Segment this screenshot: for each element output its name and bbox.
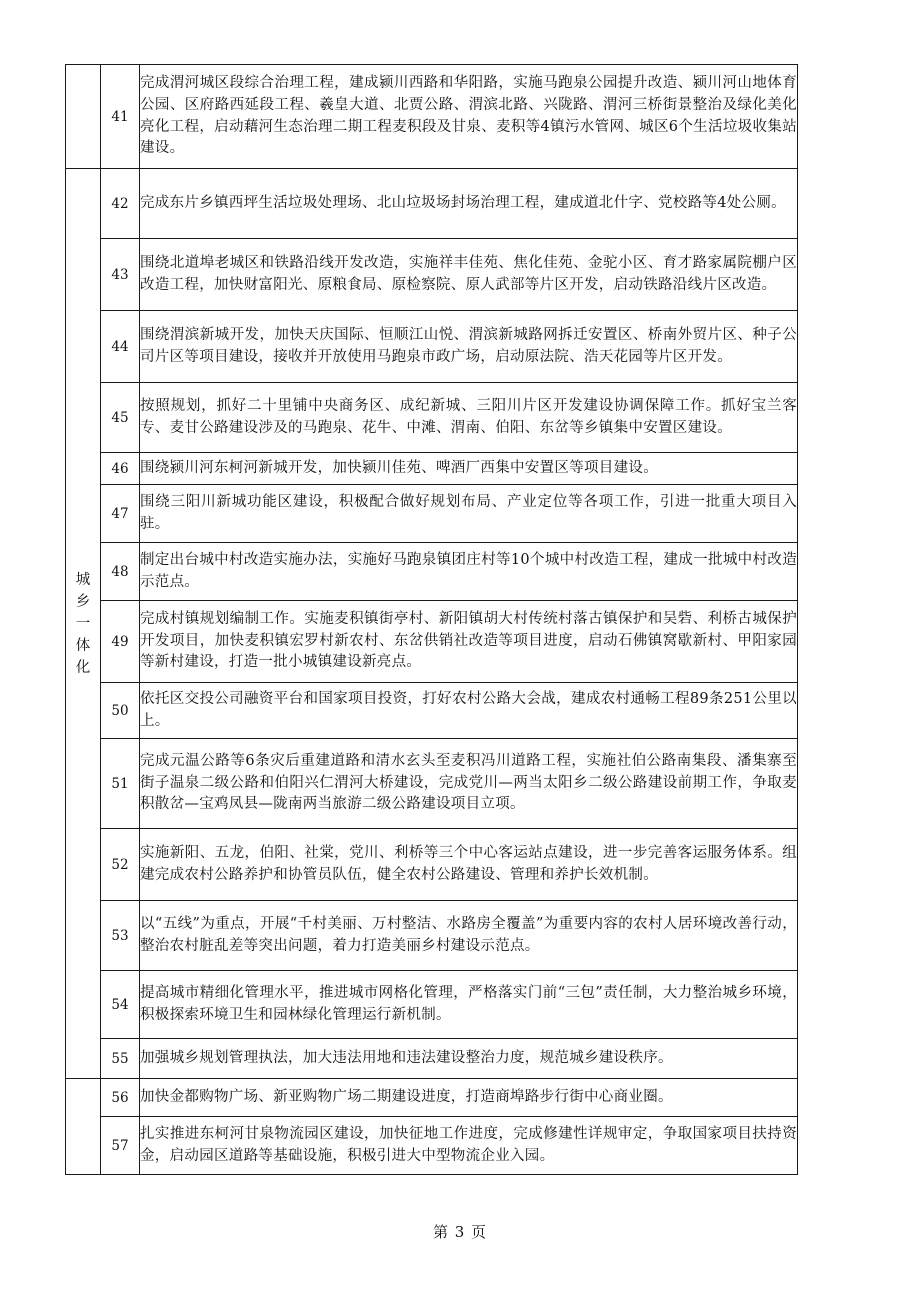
table-row — [66, 65, 798, 169]
table-row — [66, 601, 798, 683]
item-number: 54 — [101, 971, 140, 1039]
item-description: 围绕北道埠老城区和铁路沿线开发改造，实施祥丰佳苑、焦化佳苑、金驼小区、育才路家属院棚户区改造工程，加快财富阳光、原粮食局、原检察院、原人武部等片区开发，启动铁路沿线片区改造。 — [140, 239, 798, 311]
table-row — [66, 971, 798, 1039]
item-number: 47 — [101, 485, 140, 543]
category-cell — [66, 169, 101, 1079]
item-description: 完成东片乡镇西坪生活垃圾处理场、北山垃圾场封场治理工程，建成道北什字、党校路等4处公厕。 — [140, 169, 798, 239]
category-cell-previous — [66, 65, 101, 169]
table-row — [66, 1117, 798, 1175]
item-description: 制定出台城中村改造实施办法，实施好马跑泉镇团庄村等10个城中村改造工程，建成一批城中村改造示范点。 — [140, 543, 798, 601]
item-description: 实施新阳、五龙，伯阳、社棠，党川、利桥等三个中心客运站点建设，进一步完善客运服务体系。组建完成农村公路养护和协管员队伍，健全农村公路建设、管理和养护长效机制。 — [140, 829, 798, 901]
table-row — [66, 453, 798, 485]
table-row — [66, 383, 798, 453]
table-body — [66, 65, 798, 1175]
item-description: 完成元温公路等6条灾后重建道路和清水玄头至麦积冯川道路工程，实施社伯公路南集段、潘集寨至街子温泉二级公路和伯阳兴仁渭河大桥建设，完成党川—两当太阳乡二级公路建设前期工作，争取麦积散岔—宝鸡凤县—陇南两当旅游二级公路建设项目立项。 — [140, 739, 798, 829]
item-number: 45 — [101, 383, 140, 453]
table-row — [66, 829, 798, 901]
item-number: 51 — [101, 739, 140, 829]
item-description: 围绕颍川河东柯河新城开发，加快颍川佳苑、啤酒厂西集中安置区等项目建设。 — [140, 453, 798, 485]
category-cell-next — [66, 1079, 101, 1175]
table-row — [66, 485, 798, 543]
item-description: 完成渭河城区段综合治理工程，建成颍川西路和华阳路，实施马跑泉公园提升改造、颍川河山地体育公园、区府路西延段工程、羲皇大道、北贾公路、渭滨北路、兴陇路、渭河三桥街景整治及绿化美化亮化工程，启动藉河生态治理二期工程麦积段及甘泉、麦积等4镇污水管网、城区6个生活垃圾收集站建设。 — [140, 65, 798, 169]
table-row — [66, 683, 798, 739]
category-label: 城乡一体化 — [75, 571, 91, 676]
table-row — [66, 169, 798, 239]
table-row — [66, 1079, 798, 1117]
table-row — [66, 239, 798, 311]
table-row — [66, 543, 798, 601]
item-description: 按照规划，抓好二十里铺中央商务区、成纪新城、三阳川片区开发建设协调保障工作。抓好宝兰客专、麦甘公路建设涉及的马跑泉、花牛、中滩、渭南、伯阳、东岔等乡镇集中安置区建设。 — [140, 383, 798, 453]
item-number: 41 — [101, 65, 140, 169]
item-description: 围绕渭滨新城开发，加快天庆国际、恒顺江山悦、渭滨新城路网拆迁安置区、桥南外贸片区、种子公司片区等项目建设，接收并开放使用马跑泉市政广场，启动原法院、浩天花园等片区开发。 — [140, 311, 798, 383]
item-number: 44 — [101, 311, 140, 383]
item-number: 48 — [101, 543, 140, 601]
item-number: 43 — [101, 239, 140, 311]
item-number: 50 — [101, 683, 140, 739]
item-number: 57 — [101, 1117, 140, 1175]
item-description: 加强城乡规划管理执法，加大违法用地和违法建设整治力度，规范城乡建设秩序。 — [140, 1039, 798, 1079]
work-plan-table — [65, 64, 798, 1175]
item-description: 完成村镇规划编制工作。实施麦积镇街亭村、新阳镇胡大村传统村落古镇保护和吴砦、利桥古城保护开发项目，加快麦积镇宏罗村新农村、东岔供销社改造等项目进度，启动石佛镇窝歇新村、甲阳家园等新村建设，打造一批小城镇建设新亮点。 — [140, 601, 798, 683]
item-number: 42 — [101, 169, 140, 239]
item-description: 提高城市精细化管理水平，推进城市网格化管理，严格落实门前“三包”责任制，大力整治城乡环境，积极探索环境卫生和园林绿化管理运行新机制。 — [140, 971, 798, 1039]
item-number: 52 — [101, 829, 140, 901]
table-row — [66, 311, 798, 383]
item-description: 依托区交投公司融资平台和国家项目投资，打好农村公路大会战，建成农村通畅工程89条251公里以上。 — [140, 683, 798, 739]
table-row — [66, 901, 798, 971]
item-description: 以“五线”为重点，开展“千村美丽、万村整洁、水路房全覆盖”为重要内容的农村人居环境改善行动，整治农村脏乱差等突出问题，着力打造美丽乡村建设示范点。 — [140, 901, 798, 971]
table-row — [66, 1039, 798, 1079]
table-row — [66, 739, 798, 829]
item-number: 49 — [101, 601, 140, 683]
item-description: 加快金都购物广场、新亚购物广场二期建设进度，打造商埠路步行街中心商业圈。 — [140, 1079, 798, 1117]
item-number: 46 — [101, 453, 140, 485]
item-number: 53 — [101, 901, 140, 971]
item-number: 55 — [101, 1039, 140, 1079]
item-description: 扎实推进东柯河甘泉物流园区建设，加快征地工作进度，完成修建性详规审定，争取国家项目扶持资金，启动园区道路等基础设施，积极引进大中型物流企业入园。 — [140, 1117, 798, 1175]
page-number: 第 3 页 — [432, 1223, 488, 1241]
item-description: 围绕三阳川新城功能区建设，积极配合做好规划布局、产业定位等各项工作，引进一批重大项目入驻。 — [140, 485, 798, 543]
item-number: 56 — [101, 1079, 140, 1117]
